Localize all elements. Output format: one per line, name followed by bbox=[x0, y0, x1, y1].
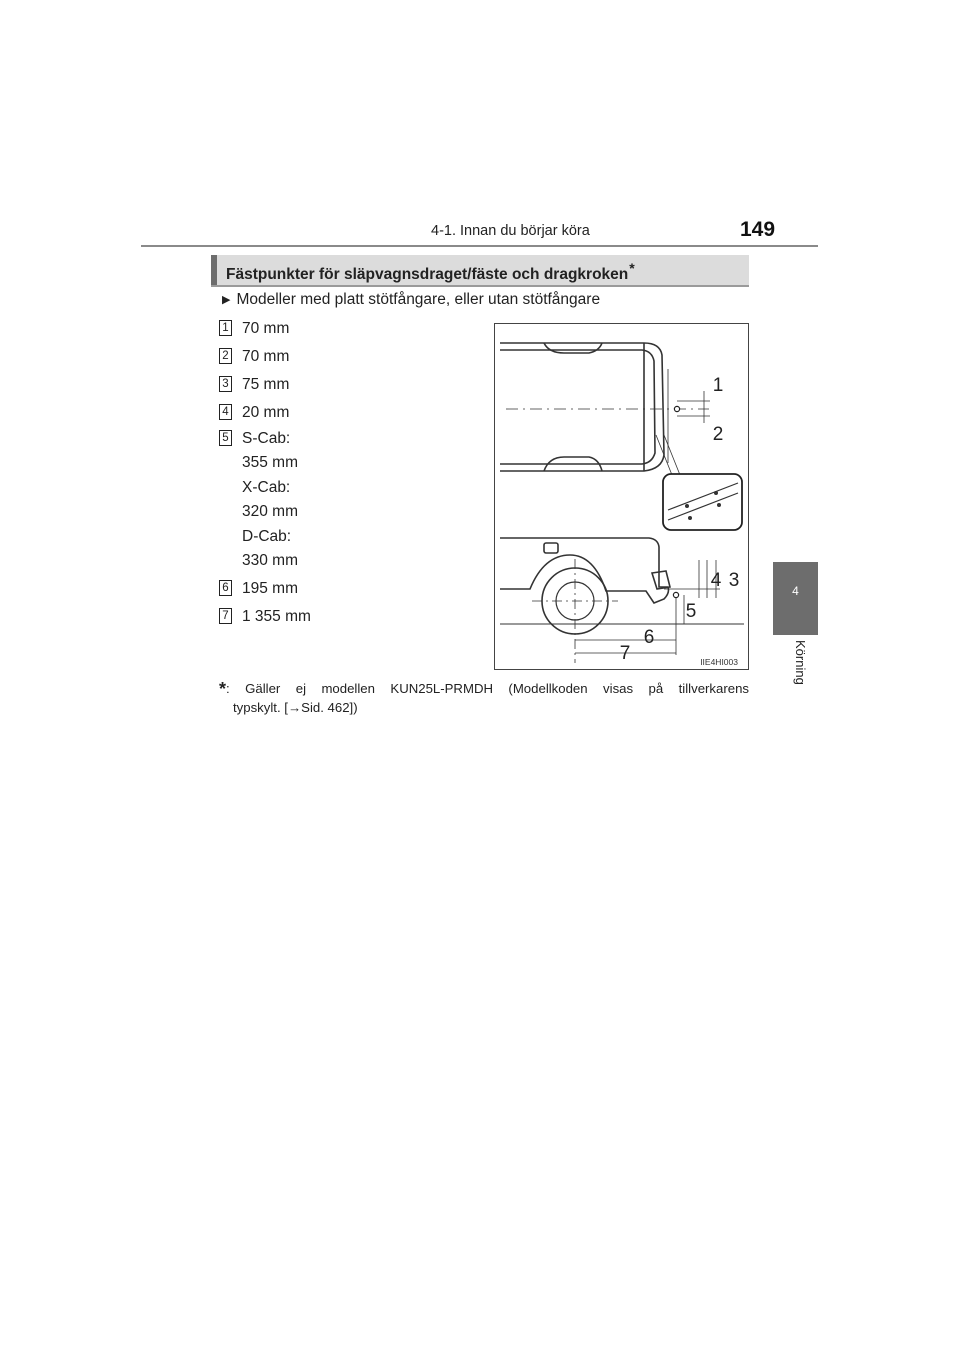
running-header-section: 4-1. Innan du börjar köra bbox=[431, 223, 590, 239]
measurement-number: 7 bbox=[219, 608, 232, 624]
triangle-bullet-icon: ▶ bbox=[222, 294, 231, 306]
measurement-value-line: 355 mm bbox=[242, 454, 298, 471]
footnote-mark: * bbox=[219, 679, 227, 699]
section-heading bbox=[226, 260, 635, 284]
model-subheading bbox=[222, 291, 600, 309]
section-heading-text: Fästpunkter för släpvagnsdraget/fäste och dragkroken bbox=[226, 266, 629, 284]
diagram-callout: 2 bbox=[712, 424, 724, 445]
measurement-value-line: X-Cab: bbox=[242, 479, 291, 496]
page-number: 149 bbox=[740, 218, 776, 241]
footnote bbox=[219, 678, 749, 717]
measurement-value: S-Cab: bbox=[242, 430, 291, 447]
diagram-callout: 3 bbox=[728, 570, 740, 591]
measurement-value: 195 mm bbox=[242, 580, 298, 597]
chapter-tab: 4 bbox=[773, 562, 818, 635]
towing-bracket-diagram bbox=[494, 323, 749, 670]
image-code: IIE4HI003 bbox=[700, 657, 738, 667]
measurement-item bbox=[219, 320, 289, 338]
measurement-value: 20 mm bbox=[242, 404, 290, 421]
measurement-number: 6 bbox=[219, 580, 232, 596]
measurement-item bbox=[219, 608, 311, 626]
section-heading-bar bbox=[211, 255, 749, 287]
footnote-mark: * bbox=[629, 260, 635, 276]
footnote-text-continued: typskylt. [→Sid. 462]) bbox=[233, 700, 358, 715]
measurement-number: 1 bbox=[219, 320, 232, 336]
measurement-number: 4 bbox=[219, 404, 232, 420]
footnote-line bbox=[219, 678, 749, 698]
measurement-value: 1 355 mm bbox=[242, 608, 311, 625]
measurement-number: 2 bbox=[219, 348, 232, 364]
diagram-callout: 1 bbox=[712, 375, 724, 396]
measurement-item bbox=[219, 404, 289, 422]
measurement-item bbox=[219, 348, 289, 366]
diagram-callout: 4 bbox=[710, 570, 722, 591]
measurement-value-line: D-Cab: bbox=[242, 528, 292, 545]
diagram-callout: 7 bbox=[619, 643, 631, 664]
diagram-callout: 6 bbox=[643, 627, 655, 648]
detail-inset bbox=[663, 474, 742, 530]
measurement-item bbox=[219, 430, 290, 448]
measurement-item bbox=[219, 580, 298, 598]
measurement-value: 75 mm bbox=[242, 376, 290, 393]
measurement-value-line: 320 mm bbox=[242, 503, 298, 520]
measurement-number: 5 bbox=[219, 430, 232, 446]
measurement-number: 3 bbox=[219, 376, 232, 392]
footnote-text: : Gäller ej modellen KUN25L-PRMDH (Modellkoden visas på tillverkarens bbox=[226, 681, 749, 696]
model-subheading-text: Modeller med platt stötfångare, eller utan stötfångare bbox=[236, 291, 601, 308]
measurement-value: 70 mm bbox=[242, 348, 290, 365]
header-rule bbox=[141, 245, 818, 247]
measurement-value-line: 330 mm bbox=[242, 552, 298, 569]
section-heading-accent bbox=[211, 255, 217, 285]
measurement-value: 70 mm bbox=[242, 320, 290, 337]
diagram-callout: 5 bbox=[685, 601, 697, 622]
chapter-tab-label: Körning bbox=[793, 640, 808, 685]
measurement-item bbox=[219, 376, 289, 394]
